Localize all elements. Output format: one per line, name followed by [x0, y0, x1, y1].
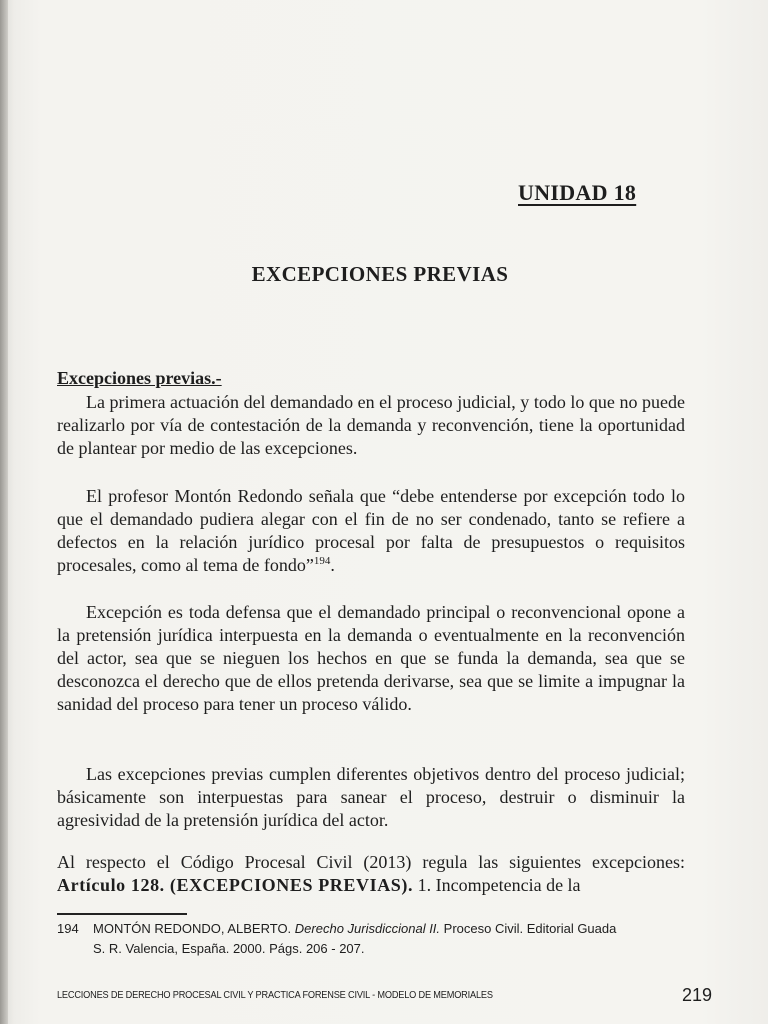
- footnote-reference: 194: [313, 555, 331, 567]
- paragraph-5: [57, 851, 685, 897]
- paragraph-4: Las excepciones previas cumplen diferentes objetivos dentro del proceso judicial; básicamente son interpuestas para sanear el proceso, destruir o disminuir la agresividad de la pretensión jurídica del actor.: [57, 764, 685, 830]
- paragraph-5-rest: 1. Incompetencia de la: [417, 875, 581, 895]
- paragraph-3: Excepción es toda defensa que el demandado principal o reconvencional opone a la pretensión jurídica interpuesta en la demanda o eventualmente en la reconvención del actor, sea que se nieguen los hechos en que se funda la demanda, sea que se desconozca el derecho que de ellos pretenda derivarse, sea que se limite a impugnar la sanidad del proceso para tener un proceso válido.: [57, 602, 685, 714]
- footnote-divider: [57, 913, 187, 915]
- chapter-title: EXCEPCIONES PREVIAS: [251, 262, 509, 286]
- page-number: 219: [682, 985, 713, 1005]
- paragraph-2-text: El profesor Montón Redondo señala que “debe entenderse por excepción todo lo que el demandado pudiera alegar con el fin de no ser condenado, tanto se refiere a defectos en la relación jurídico procesal por falta de presupuestos o requisitos procesales, como al tema de fondo”: [57, 486, 685, 575]
- footnote-author: MONTÓN REDONDO, ALBERTO.: [93, 921, 292, 936]
- page-spine-shadow: [0, 0, 8, 1024]
- footnote-line-2: S. R. Valencia, España. 2000. Págs. 206 - 207.: [93, 941, 365, 956]
- paragraph-2: [57, 485, 685, 577]
- footnote-number: 194: [57, 921, 79, 936]
- running-footer: LECCIONES DE DERECHO PROCESAL CIVIL Y PRACTICA FORENSE CIVIL - MODELO DE MEMORIALES: [57, 990, 493, 1001]
- paragraph-5-line1: Al respecto el Código Procesal Civil (2013) regula las siguientes excepciones:: [57, 852, 685, 872]
- footnote: [57, 919, 697, 959]
- footnote-work-title: Derecho Jurisdiccional II.: [294, 921, 441, 936]
- paragraph-1: La primera actuación del demandado en el proceso judicial, y todo lo que no puede realizarlo por vía de contestación de la demanda y reconvención, tiene la oportunidad de plantear por medio de las excepciones.: [57, 392, 685, 458]
- unit-title: UNIDAD 18: [518, 180, 637, 205]
- paragraph-2-end: .: [330, 555, 335, 575]
- footnote-details: Proceso Civil. Editorial Guada: [443, 921, 617, 936]
- section-heading: Excepciones previas.-: [57, 368, 222, 388]
- article-heading: Artículo 128. (EXCEPCIONES PREVIAS).: [57, 875, 414, 895]
